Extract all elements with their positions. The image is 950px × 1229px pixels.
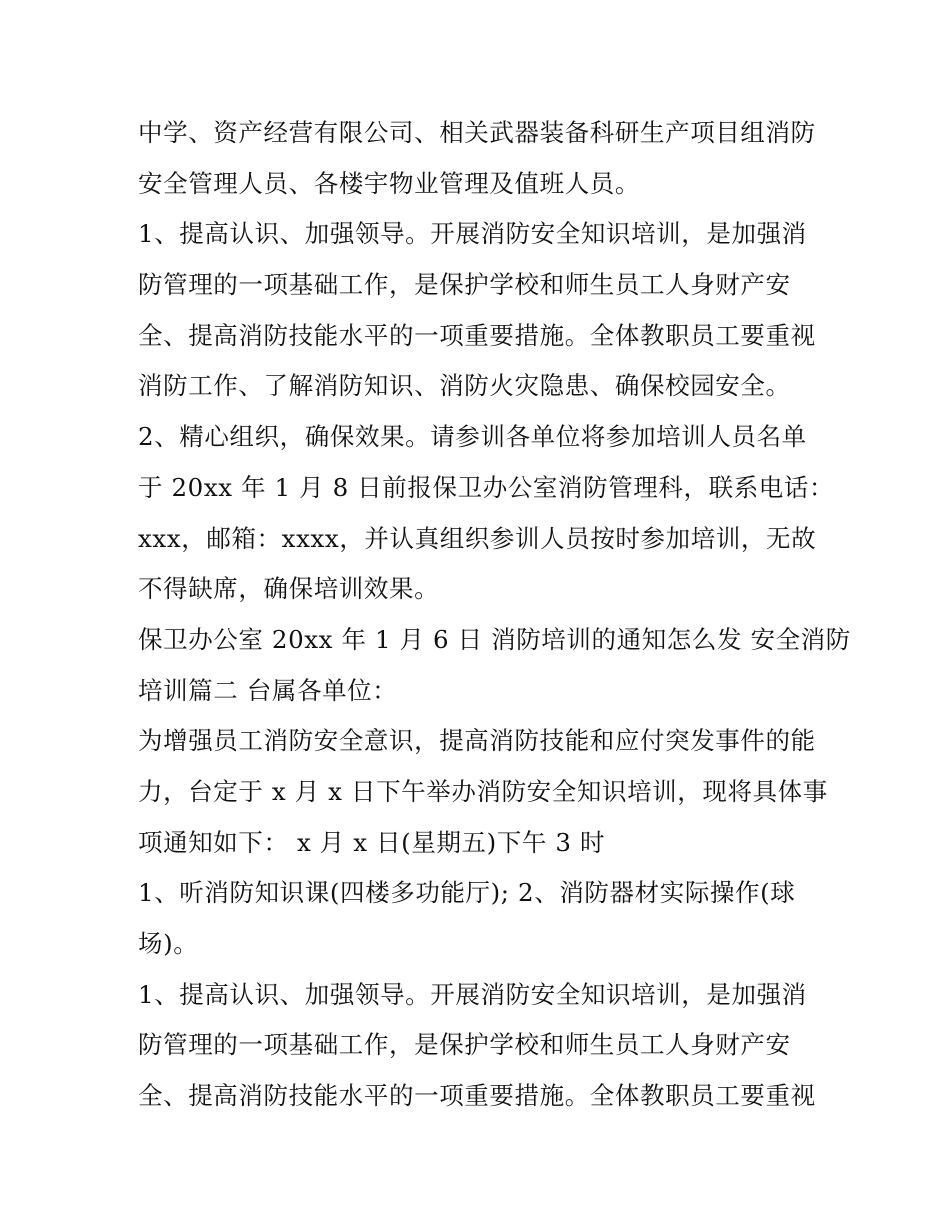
text-line: 全、提高消防技能水平的一项重要措施。全体教职员工要重视	[138, 1081, 816, 1111]
text-line: 2、精心组织，确保效果。请参训各单位将参加培训人员名单	[138, 422, 807, 452]
text-line: 项通知如下： x 月 x 日(星期五)下午 3 时	[138, 827, 606, 857]
text-line: 1、提高认识、加强领导。开展消防安全知识培训，是加强消	[138, 979, 807, 1009]
text-line: 防管理的一项基础工作，是保护学校和师生员工人身财产安	[138, 270, 791, 300]
text-line: xxx，邮箱：xxxx，并认真组织参训人员按时参加培训，无故	[138, 523, 817, 553]
text-line: 不得缺席，确保培训效果。	[138, 574, 440, 604]
text-line: 防管理的一项基础工作，是保护学校和师生员工人身财产安	[138, 1030, 791, 1060]
text-line: 保卫办公室 20xx 年 1 月 6 日 消防培训的通知怎么发 安全消防	[138, 624, 851, 654]
text-line: 于 20xx 年 1 月 8 日前报保卫办公室消防管理科，联系电话：	[138, 472, 835, 502]
text-line: 场)。	[138, 929, 199, 958]
text-line: 力，台定于 x 月 x 日下午举办消防安全知识培训，现将具体事	[138, 776, 828, 806]
text-line: 培训篇二 台属各单位：	[138, 675, 398, 705]
text-line: 1、听消防知识课(四楼多功能厅); 2、消防器材实际操作(球	[138, 878, 796, 908]
text-line: 1、提高认识、加强领导。开展消防安全知识培训，是加强消	[138, 219, 807, 249]
text-line: 安全管理人员、各楼宇物业管理及值班人员。	[138, 168, 640, 198]
text-line: 为增强员工消防安全意识，提高消防技能和应付突发事件的能	[138, 726, 816, 756]
text-line: 消防工作、了解消防知识、消防火灾隐患、确保校园安全。	[138, 371, 791, 401]
text-line: 中学、资产经营有限公司、相关武器装备科研生产项目组消防	[138, 118, 816, 147]
document-body	[138, 108, 851, 1122]
text-line: 全、提高消防技能水平的一项重要措施。全体教职员工要重视	[138, 320, 816, 350]
